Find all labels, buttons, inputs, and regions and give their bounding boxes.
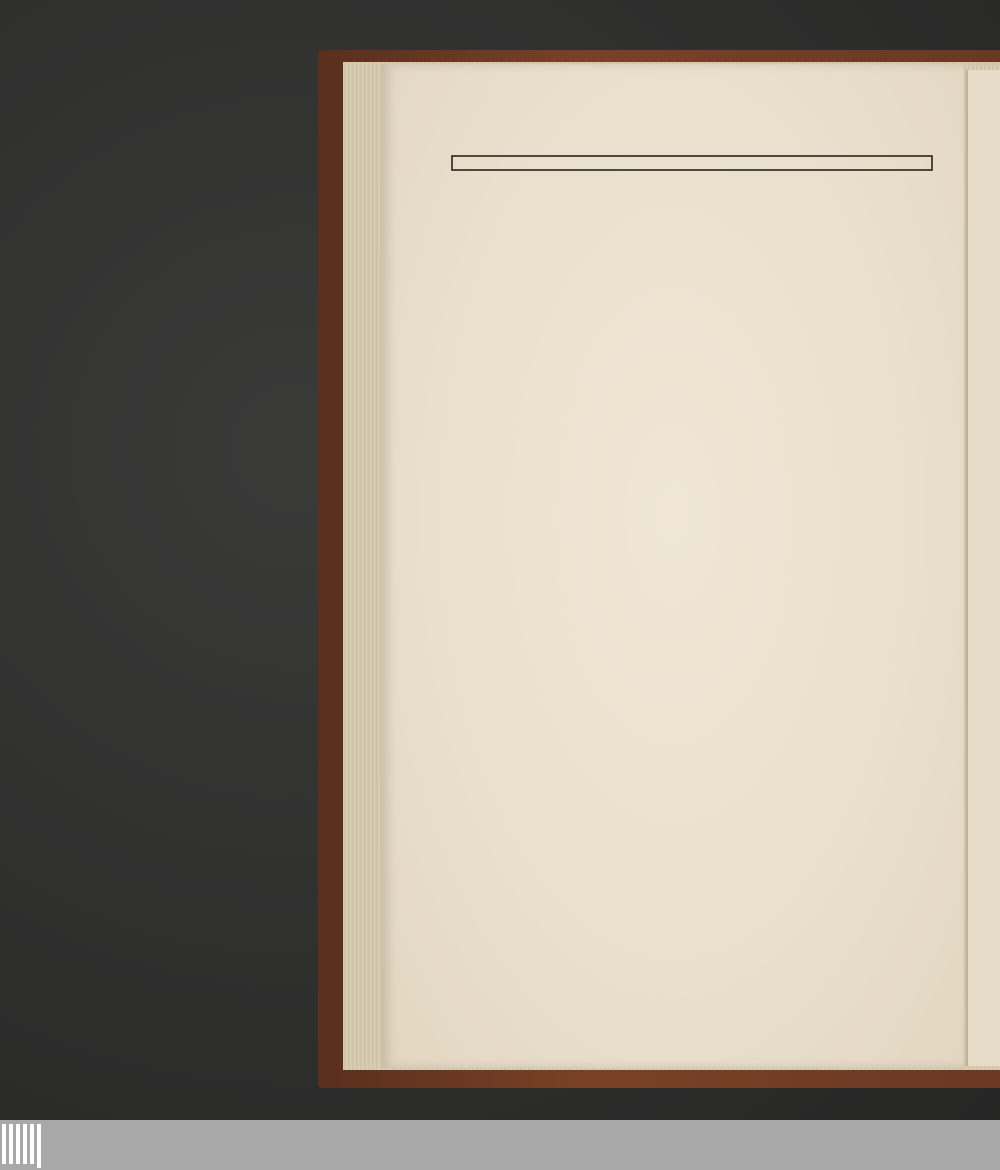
library-logo-icon (2, 1122, 46, 1168)
printers-ornament-band (448, 114, 936, 214)
facing-page-edge (966, 70, 1000, 1066)
book-page (382, 64, 964, 1068)
preface-text (452, 366, 938, 428)
footer-bar (0, 1120, 1000, 1170)
